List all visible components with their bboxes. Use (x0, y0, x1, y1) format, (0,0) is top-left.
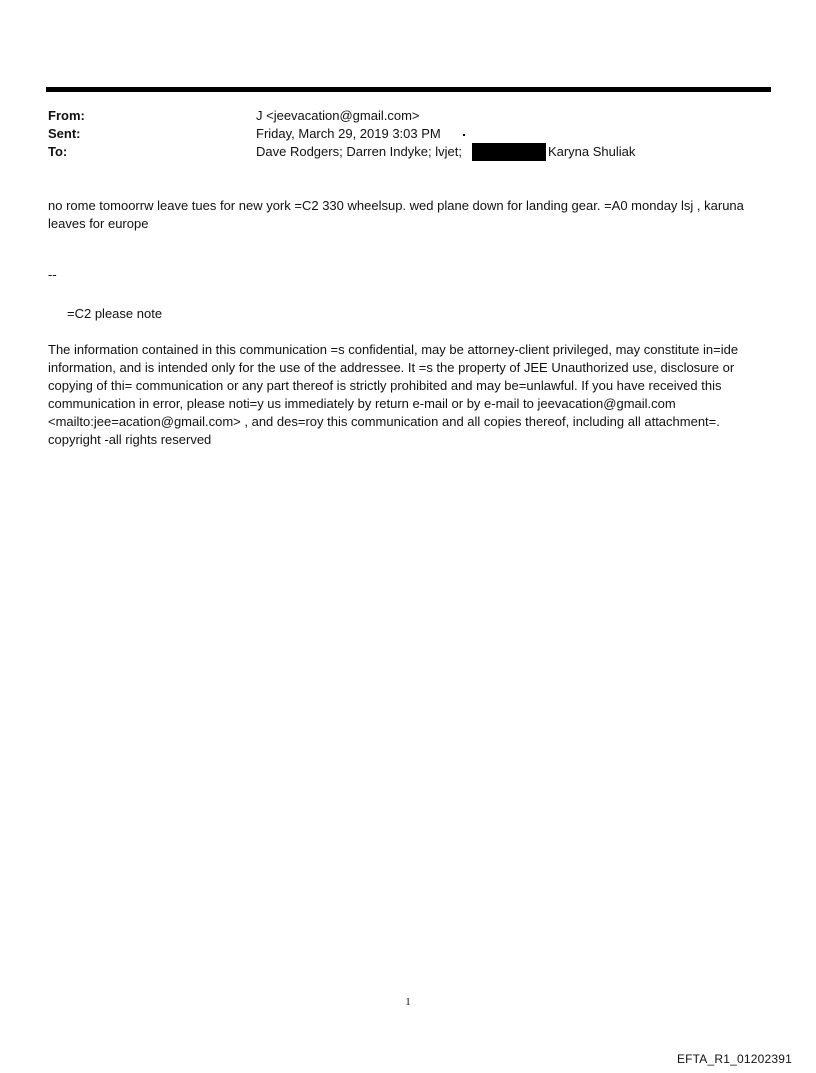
to-recipient-last: Karyna Shuliak (547, 144, 636, 159)
scan-speck (463, 134, 465, 136)
to-recipients: Dave Rodgers; Darren Indyke; lvjet; (256, 144, 462, 159)
sent-value: Friday, March 29, 2019 3:03 PM (256, 126, 441, 141)
header-divider-rule (46, 87, 771, 92)
email-body-message: no rome tomoorrw leave tues for new york =C2 330 wheelsup. wed plane down for landing gear. =A0 monday lsj , karuna leaves for europe (48, 198, 744, 231)
sent-value-wrap (256, 125, 465, 143)
signature-separator: -- (48, 267, 57, 282)
page-number: 1 (405, 996, 411, 1008)
to-value-wrap (256, 143, 635, 161)
bates-number: EFTA_R1_01202391 (676, 1052, 792, 1066)
from-value: J <jeevacation@gmail.com> (256, 108, 420, 123)
from-label: From: (48, 108, 85, 123)
please-note-line: =C2 please note (67, 306, 163, 321)
redaction-box (472, 143, 546, 161)
confidentiality-disclaimer: The information contained in this communication =s confidential, may be attorney-client privileged, may constitute in=ide information, and is intended only for the use of the addressee. It =s the property of JEE Unauthorized use, disclosure or copying of thi= communication or any part thereof is strictly prohibited and may be=unlawful. If you have received this communication in error, please noti=y us immediately by return e-mail or by e-mail to jeevacation@gmail.com <mailto:jee=acation@gmail.com> , and des=roy this communication and all copies thereof, including all attachment=. copyright -all rights reserved (48, 342, 739, 447)
sent-label: Sent: (48, 126, 81, 141)
to-label: To: (48, 144, 68, 159)
